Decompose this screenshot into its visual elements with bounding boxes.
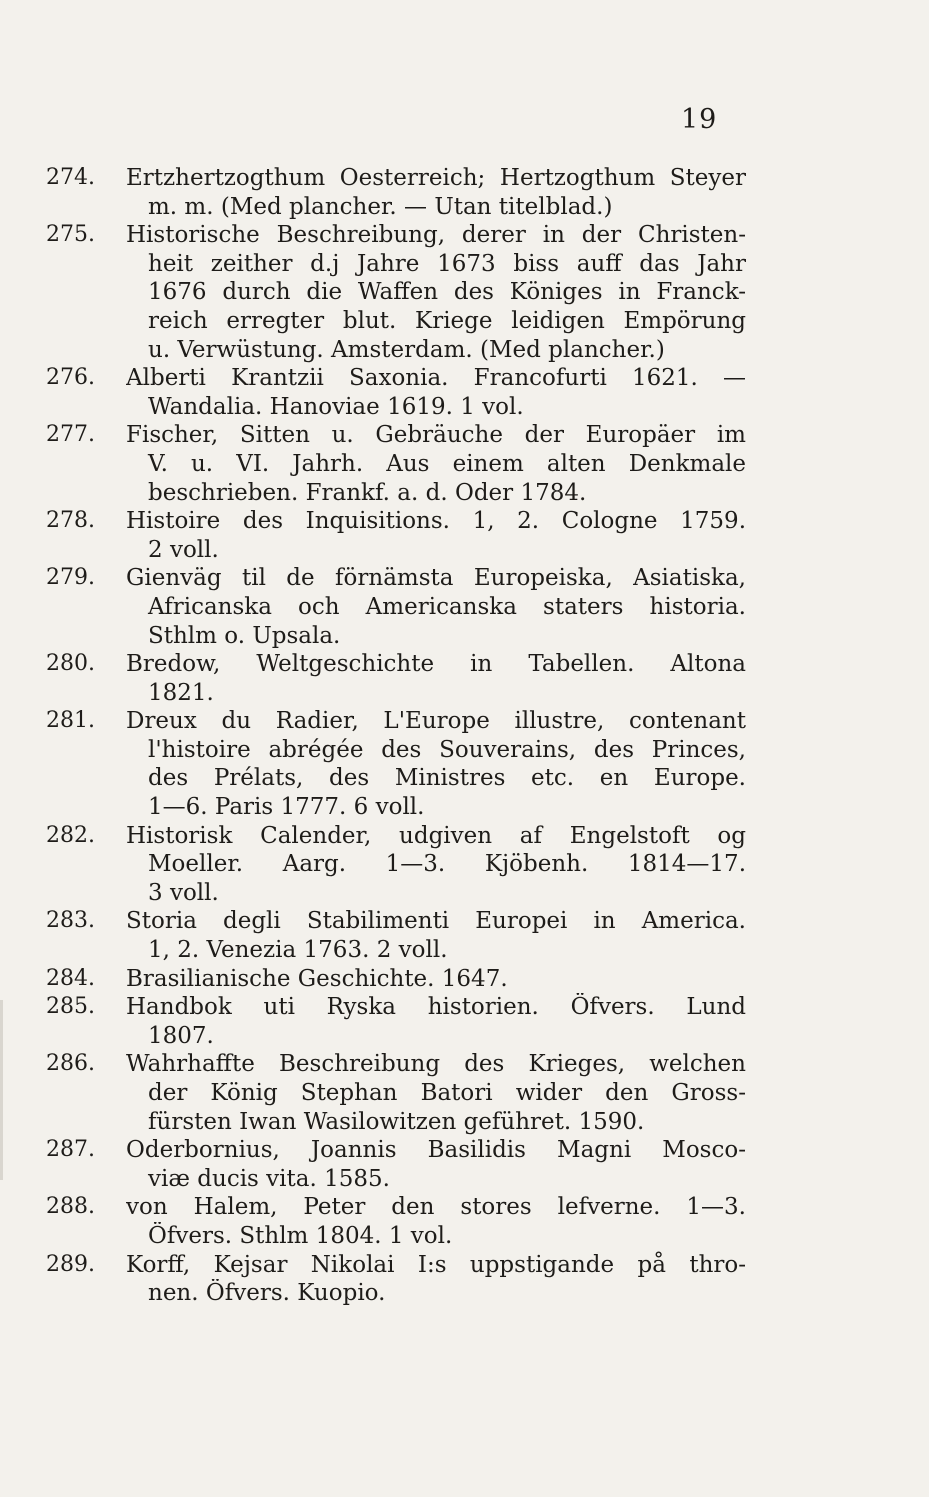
- catalogue-entry: [46, 364, 746, 421]
- catalogue-entry: [46, 507, 746, 564]
- entry-text-line: m. m. (Med plancher. — Utan titelblad.): [148, 193, 613, 220]
- catalogue-entry: [46, 421, 746, 507]
- entry-number: 285.: [46, 994, 95, 1020]
- catalogue-entry: [46, 1050, 746, 1136]
- entry-text-line: 1—6. Paris 1777. 6 voll.: [148, 794, 425, 821]
- entry-text-line: viæ ducis vita. 1585.: [148, 1165, 390, 1192]
- entry-text-line: Fischer, Sitten u. Gebräuche der Europäer im: [126, 422, 746, 449]
- entry-text-line: Alberti Krantzii Saxonia. Francofurti 1621. —: [126, 365, 746, 392]
- entry-text-line: reich erregter blut. Kriege leidigen Empörung: [148, 307, 746, 334]
- entry-number: 282.: [46, 822, 95, 848]
- entry-text-line: Wandalia. Hanoviae 1619. 1 vol.: [148, 393, 524, 420]
- entry-number: 286.: [46, 1051, 95, 1077]
- catalogue-entry: [46, 1193, 746, 1250]
- entry-number: 281.: [46, 708, 95, 734]
- entry-text-line: 2 voll.: [148, 536, 219, 563]
- entry-text-line: Historisk Calender, udgiven af Engelstoft og: [126, 822, 746, 849]
- entry-text-line: Dreux du Radier, L'Europe illustre, contenant: [126, 708, 746, 735]
- entry-text-line: Wahrhaffte Beschreibung des Krieges, welchen: [126, 1051, 746, 1078]
- entry-text-line: Öfvers. Sthlm 1804. 1 vol.: [148, 1222, 453, 1249]
- page-number: 19: [681, 104, 718, 135]
- entry-text-line: des Prélats, des Ministres etc. en Europe.: [148, 765, 746, 792]
- entry-text-line: Histoire des Inquisitions. 1, 2. Cologne 1759.: [126, 508, 746, 535]
- entry-number: 276.: [46, 365, 95, 391]
- catalogue-entry: [46, 650, 746, 707]
- entry-text-line: 3 voll.: [148, 879, 219, 906]
- catalogue-entry: [46, 707, 746, 821]
- catalogue-entry: [46, 564, 746, 650]
- entry-text-line: Oderbornius, Joannis Basilidis Magni Mosco-: [126, 1137, 746, 1164]
- entry-number: 274.: [46, 165, 95, 190]
- entry-text-line: Storia degli Stabilimenti Europei in America.: [126, 908, 746, 935]
- entry-text-line: l'histoire abrégée des Souverains, des Princes,: [148, 736, 746, 763]
- entry-number: 275.: [46, 222, 95, 248]
- entry-text-line: Brasilianische Geschichte. 1647.: [126, 965, 508, 992]
- catalogue-entries: [46, 164, 746, 1308]
- entry-number: 280.: [46, 651, 95, 677]
- entry-text-line: 1807.: [148, 1022, 214, 1049]
- entry-number: 287.: [46, 1137, 95, 1163]
- entry-number: 278.: [46, 508, 95, 534]
- entry-text-line: Historische Beschreibung, derer in der Christen-: [126, 222, 746, 249]
- entry-number: 288.: [46, 1194, 95, 1220]
- entry-text-line: Ertzhertzogthum Oesterreich; Hertzogthum Steyer: [126, 165, 746, 191]
- entry-text-line: Moeller. Aarg. 1—3. Kjöbenh. 1814—17.: [148, 851, 746, 878]
- entry-number: 289.: [46, 1251, 95, 1277]
- catalogue-entry: [46, 1251, 746, 1308]
- entry-text-line: 1, 2. Venezia 1763. 2 voll.: [148, 937, 448, 964]
- catalogue-entry: [46, 1136, 746, 1193]
- entry-text-line: beschrieben. Frankf. a. d. Oder 1784.: [148, 479, 587, 506]
- entry-text-line: Africanska och Americanska staters historia.: [148, 593, 746, 620]
- entry-text-line: von Halem, Peter den stores lefverne. 1—3.: [126, 1194, 746, 1221]
- entry-text-line: Korff, Kejsar Nikolai I:s uppstigande på thro-: [126, 1251, 746, 1278]
- entry-text-line: u. Verwüstung. Amsterdam. (Med plancher.): [148, 336, 665, 363]
- entry-number: 284.: [46, 965, 95, 991]
- catalogue-entry: [46, 907, 746, 964]
- entry-number: 279.: [46, 565, 95, 591]
- entry-number: 277.: [46, 422, 95, 448]
- catalogue-entry: [46, 822, 746, 908]
- catalogue-entry: [46, 965, 746, 994]
- catalogue-entry: [46, 993, 746, 1050]
- entry-text-line: Bredow, Weltgeschichte in Tabellen. Altona: [126, 651, 746, 678]
- entry-number: 283.: [46, 908, 95, 934]
- entry-text-line: heit zeither d.j Jahre 1673 biss auff das Jahr: [148, 250, 746, 277]
- entry-text-line: der König Stephan Batori wider den Gross-: [148, 1080, 746, 1106]
- entry-text-line: nen. Öfvers. Kuopio.: [148, 1280, 386, 1307]
- entry-text-line: 1676 durch die Waffen des Königes in Franck-: [148, 279, 746, 306]
- entry-text-line: Sthlm o. Upsala.: [148, 622, 341, 649]
- entry-text-line: fürsten Iwan Wasilowitzen geführet. 1590.: [148, 1108, 645, 1135]
- entry-text-line: Handbok uti Ryska historien. Öfvers. Lund: [126, 994, 746, 1021]
- entry-text-line: Gienväg til de förnämsta Europeiska, Asiatiska,: [126, 565, 746, 592]
- catalogue-entry: [46, 221, 746, 364]
- catalogue-entry: [46, 164, 746, 221]
- entry-text-line: 1821.: [148, 679, 214, 706]
- entry-text-line: V. u. VI. Jahrh. Aus einem alten Denkmale: [148, 450, 746, 477]
- page-edge-shadow: [0, 1000, 3, 1180]
